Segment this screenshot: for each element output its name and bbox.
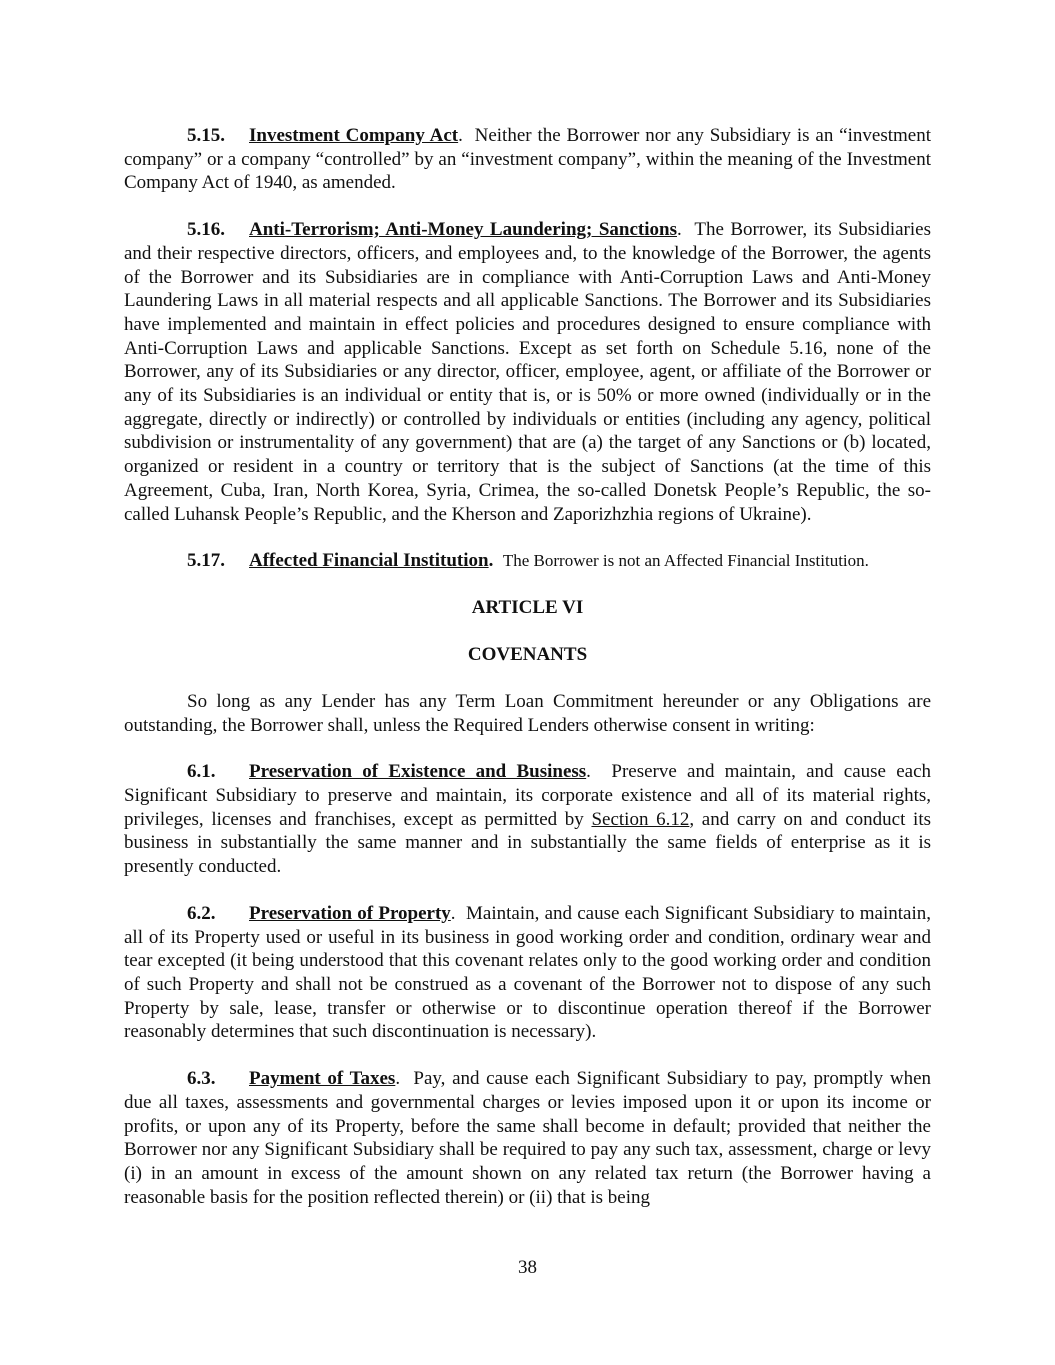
section-title-period: .: [586, 761, 591, 783]
section-title-period: .: [488, 550, 494, 572]
section-6-3: [124, 1067, 931, 1209]
section-body-part-a: Preserve and maintain, and cause each Significant Subsidiary to preserve and maintain, its corporate existence and all of its material rights, privileges, licenses and franchises, except as permitted by: [124, 761, 932, 830]
section-title-period: .: [450, 902, 456, 924]
section-6-1: [124, 760, 931, 879]
section-title: Affected Financial Institution: [249, 550, 489, 572]
section-title-period: .: [676, 219, 682, 241]
section-number: 6.1.: [187, 761, 216, 783]
section-title-period: .: [395, 1068, 401, 1090]
section-title: Payment of Taxes: [249, 1068, 396, 1090]
section-number: 5.15.: [187, 125, 225, 146]
section-5-16: [124, 218, 931, 526]
page-number: 38: [518, 1257, 537, 1278]
section-number: 6.3.: [187, 1068, 216, 1090]
section-number: 5.16.: [187, 219, 225, 241]
section-title-period: .: [458, 125, 463, 146]
section-number: 5.17.: [187, 550, 225, 572]
article-number: ARTICLE VI: [471, 596, 584, 618]
section-number: 6.2.: [187, 902, 216, 924]
section-5-15: [124, 124, 931, 195]
section-6-2: [124, 902, 931, 1044]
section-body-part-b: , and carry on and conduct its business in substantially the same manner and in substantially the same fields of enterprise as it is presently conducted.: [124, 808, 931, 878]
section-title: Preservation of Property: [249, 902, 451, 924]
section-body: The Borrower, its Subsidiaries and their respective directors, officers, and employees and, to the knowledge of the Borrower, the agents of the Borrower and its Subsidiaries are in compliance with Anti-Corruption Laws and Anti-Money Laundering Laws in all material respects and all applicable Sanctions. The Borrower and its Subsidiaries have implemented and maintain in effect policies and procedures designed to ensure compliance with Anti-Corruption Laws and applicable Sanctions. Except as set forth on Schedule 5.16, none of the Borrower, any of its Subsidiaries or any director, officer, employee, agent, or affiliate of the Borrower or any of its Subsidiaries is an individual or entity that is, or is 50% or more owned (individually or in the aggregate, directly or indirectly) or controlled by individuals or entities (including any agency, political subdivision or instrumentality of any government) that are (a) the target of any Sanctions or (b) located, organized or resident in a country or territory that is the subject of Sanctions (at the time of this Agreement, Cuba, Iran, North Korea, Syria, Crimea, the so-called Donetsk People’s Republic, the so-called Luhansk People’s Republic, and the Kherson and Zaporizhzhia regions of Ukraine).: [124, 219, 931, 525]
section-body: The Borrower is not an Affected Financial Institution.: [502, 551, 869, 571]
section-5-17: [124, 549, 931, 573]
document-page: [124, 124, 931, 1209]
section-title: Preservation of Existence and Business: [249, 761, 587, 783]
section-body: Maintain, and cause each Significant Subsidiary to maintain, all of its Property used or useful in its business in good working order and condition, ordinary wear and tear excepted (it being understood that this covenant relates only to the good working order and condition of such Property and shall not be construed as a covenant of the Borrower not to dispose of any such Property by sale, lease, transfer or otherwise or to discontinue operation thereof if the Borrower reasonably determines that such discontinuation is necessary).: [124, 902, 931, 1043]
article-intro: So long as any Lender has any Term Loan Commitment hereunder or any Obligations are outstanding, the Borrower shall, unless the Required Lenders otherwise consent in writing:: [124, 690, 931, 736]
section-title: Investment Company Act: [249, 125, 459, 146]
section-body: Pay, and cause each Significant Subsidiary to pay, promptly when due all taxes, assessments and governmental charges or levies imposed upon it or upon its income or profits, or upon any of its Property, before the same shall become in default; provided that neither the Borrower nor any Significant Subsidiary shall be required to pay any such tax, assessment, charge or levy (i) in an amount in excess of the amount shown on any related tax return (the Borrower having a reasonable basis for the position reflected therein) or (ii) that is being: [124, 1068, 931, 1208]
section-title: Anti-Terrorism; Anti-Money Laundering; Sanctions: [249, 219, 677, 241]
article-title: COVENANTS: [467, 643, 588, 665]
section-cross-reference: Section 6.12: [591, 808, 690, 830]
section-body: Neither the Borrower nor any Subsidiary is an “investment company” or a company “controlled” by an “investment company”, within the meaning of the Investment Company Act of 1940, as amended.: [124, 125, 931, 194]
